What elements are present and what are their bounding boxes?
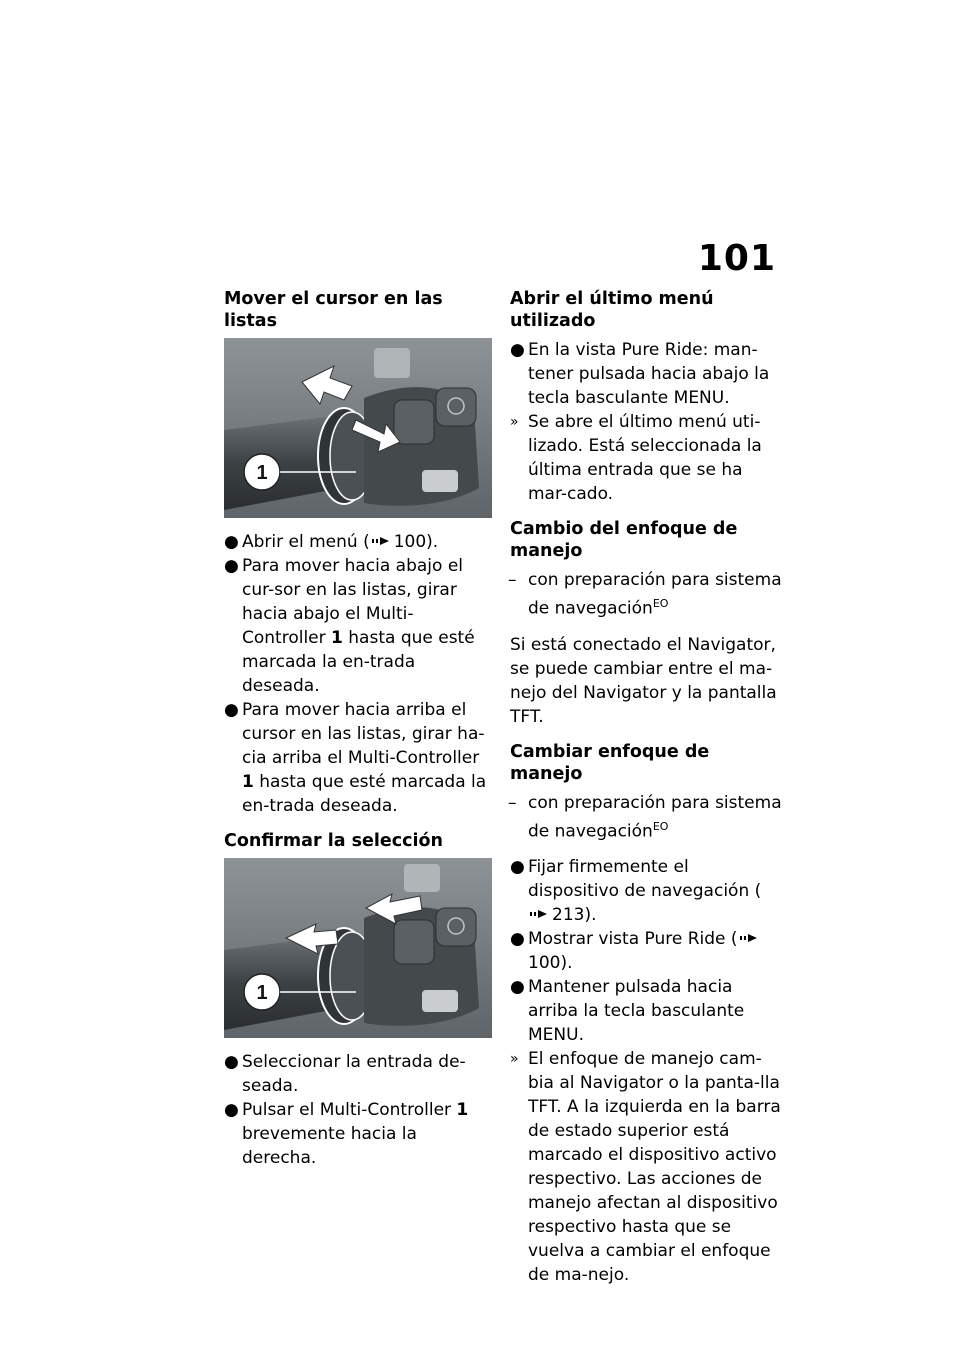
bullet-icon: ● xyxy=(510,977,525,998)
bullet-icon: ● xyxy=(510,340,525,360)
equipment-code: EO xyxy=(652,819,669,833)
prerequisite-item: – con preparación para sistema de navegación$^{EO}$ xyxy=(508,570,782,619)
result-item: » Se abre el último menú uti-lizado. Está seleccionada la última entrada que se ha mar-cado. xyxy=(510,412,762,504)
handlebar-switch-illustration xyxy=(224,858,492,1038)
callout-1: 1 xyxy=(256,462,268,484)
result-chevron-icon: » xyxy=(510,1051,519,1068)
list-item: ● Fijar firmemente el dispositivo de navegación (213). xyxy=(510,857,762,926)
section-heading-last-menu: Abrir el último menú utilizado xyxy=(510,289,714,331)
paragraph: Si está conectado el Navigator, se puede cambiar entre el ma-nejo del Navigator y la pantalla TFT. xyxy=(510,634,777,727)
list-item: ● Seleccionar la entrada de-seada. xyxy=(224,1052,466,1096)
page-reference[interactable]: 100 xyxy=(393,532,427,552)
dash-icon: – xyxy=(508,570,517,590)
page-number: 101 xyxy=(697,238,776,279)
bullet-icon: ● xyxy=(224,1100,239,1120)
bullet-icon: ● xyxy=(224,1052,239,1072)
result-chevron-icon: » xyxy=(510,414,519,430)
figure-multi-controller-turn xyxy=(224,338,492,518)
bullet-icon: ● xyxy=(224,532,239,552)
page-reference[interactable]: 213 xyxy=(552,905,585,926)
bullet-icon: ● xyxy=(224,700,239,720)
equipment-code: EO xyxy=(652,597,669,610)
bullet-icon: ● xyxy=(224,556,239,576)
right-column xyxy=(510,288,782,1287)
bullet-icon: ● xyxy=(510,857,525,878)
section-heading-focus-change: Cambio del enfoque de manejo xyxy=(510,519,738,561)
list-item: ● Pulsar el Multi-Controller 1 brevemente hacia la derecha. xyxy=(224,1100,469,1168)
list-item: ● Mantener pulsada hacia arriba la tecla basculante MENU. xyxy=(510,977,745,1046)
list-item: ● Mostrar vista Pure Ride (100). xyxy=(510,927,782,975)
section-heading-move-cursor: Mover el cursor en las listas xyxy=(224,289,443,331)
list-item: ● Para mover hacia abajo el cur-sor en las listas, girar hacia abajo el Multi-Controller 1 hasta que esté marcada la en-trada deseada. xyxy=(224,556,475,696)
result-item: » El enfoque de manejo cam-bia al Navigator o la panta-lla TFT. A la izquierda en la barra de estado superior está marcado el dispositivo activo respectivo. Las acciones de manejo afectan al dispositivo respectivo hasta que se vuelva a cambiar el enfoque de ma-nejo. xyxy=(510,1049,781,1286)
list-item: ● En la vista Pure Ride: man-tener pulsada hacia abajo la tecla basculante MENU. xyxy=(510,340,770,408)
list-item: ● Abrir el menú ( 100). xyxy=(224,532,439,552)
page-reference-arrow-icon xyxy=(372,536,390,546)
dash-icon: – xyxy=(508,792,517,813)
section-heading-confirm-selection: Confirmar la selección xyxy=(224,831,443,851)
bullet-icon: ● xyxy=(510,929,525,950)
page-reference[interactable]: 100 xyxy=(528,953,561,974)
left-column xyxy=(224,288,496,1170)
page-reference-arrow-icon xyxy=(740,933,758,943)
figure-multi-controller-press xyxy=(224,858,492,1038)
section-heading-change-focus: Cambiar enfoque de manejo xyxy=(510,741,710,784)
page-reference-arrow-icon xyxy=(530,909,548,919)
callout-1: 1 xyxy=(256,982,268,1004)
list-item: ● Para mover hacia arriba el cursor en las listas, girar ha-cia arriba el Multi-Controller 1 hasta que esté marcada la en-trada deseada. xyxy=(224,700,487,816)
prerequisite-item: – con preparación para sistema de navegación$^{EO}$ xyxy=(508,792,782,842)
handlebar-switch-illustration xyxy=(224,338,492,518)
